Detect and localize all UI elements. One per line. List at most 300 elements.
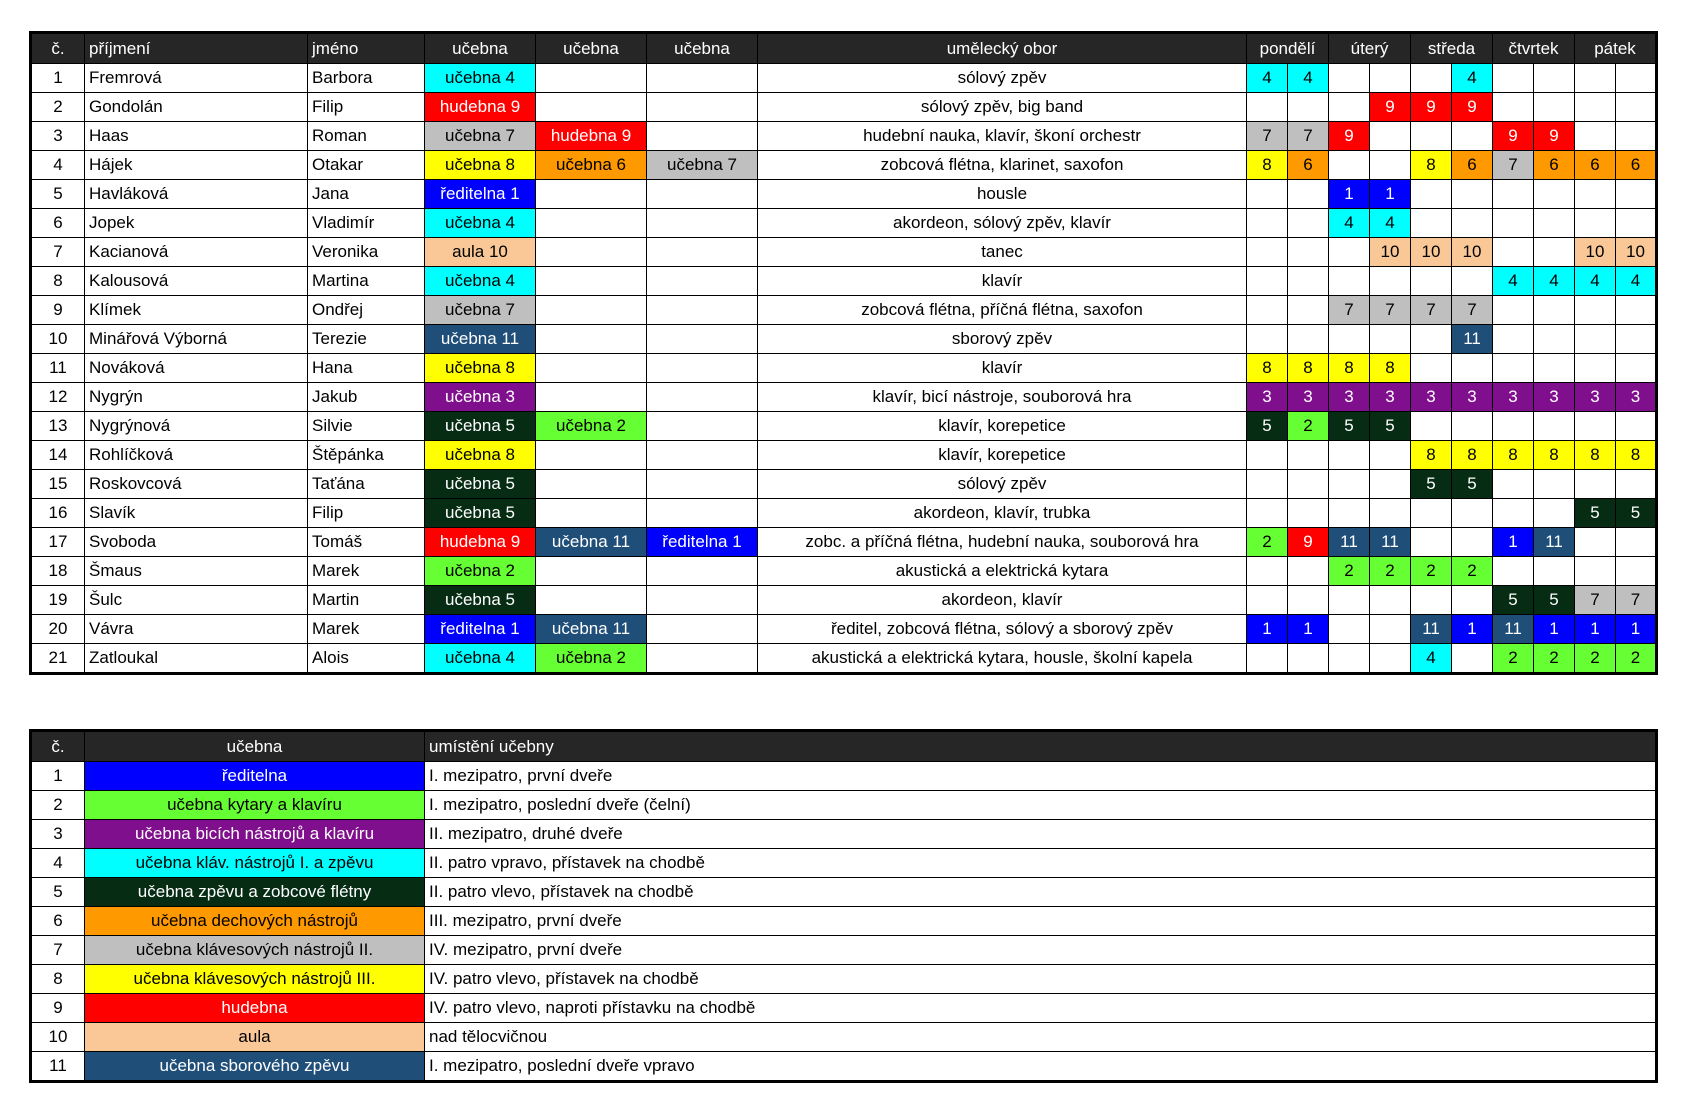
schedule-slot <box>1288 441 1329 470</box>
room-number: 5 <box>31 878 85 907</box>
room-cell <box>647 586 758 615</box>
schedule-slot: 2 <box>1534 644 1575 674</box>
teacher-name: Filip <box>308 93 425 122</box>
schedule-slot <box>1575 64 1616 93</box>
room-rows <box>31 762 1657 1082</box>
schedule-slot <box>1370 499 1411 528</box>
room-cell <box>536 267 647 296</box>
table-row <box>31 383 1657 412</box>
teacher-surname: Haas <box>85 122 308 151</box>
header-day-friday: pátek <box>1575 33 1657 64</box>
schedule-slot <box>1247 586 1288 615</box>
schedule-slot <box>1616 412 1657 441</box>
schedule-slot: 11 <box>1411 615 1452 644</box>
room-cell <box>536 383 647 412</box>
schedule-slot: 7 <box>1329 296 1370 325</box>
row-number: 7 <box>31 238 85 267</box>
table-row <box>31 325 1657 354</box>
room-cell <box>536 93 647 122</box>
room-cell <box>647 209 758 238</box>
schedule-slot: 9 <box>1493 122 1534 151</box>
schedule-slot: 4 <box>1616 267 1657 296</box>
room-cell <box>536 180 647 209</box>
schedule-slot <box>1411 64 1452 93</box>
schedule-slot <box>1493 180 1534 209</box>
schedule-slot: 6 <box>1288 151 1329 180</box>
teacher-surname: Roskovcová <box>85 470 308 499</box>
art-field: sólový zpěv <box>758 64 1247 93</box>
room-cell: učebna 2 <box>536 412 647 441</box>
room-number: 7 <box>31 936 85 965</box>
schedule-slot: 11 <box>1329 528 1370 557</box>
schedule-slot <box>1288 644 1329 674</box>
room-location: III. mezipatro, první dveře <box>425 907 1657 936</box>
schedule-slot: 2 <box>1329 557 1370 586</box>
room-location: IV. patro vlevo, přístavek na chodbě <box>425 965 1657 994</box>
schedule-slot: 7 <box>1370 296 1411 325</box>
schedule-slot <box>1329 93 1370 122</box>
teacher-name: Štěpánka <box>308 441 425 470</box>
schedule-slot <box>1452 528 1493 557</box>
teacher-surname: Gondolán <box>85 93 308 122</box>
teacher-surname: Kacianová <box>85 238 308 267</box>
schedule-slot <box>1247 267 1288 296</box>
schedule-slot: 2 <box>1452 557 1493 586</box>
schedule-slot <box>1329 470 1370 499</box>
schedule-slot: 4 <box>1493 267 1534 296</box>
room-cell <box>647 180 758 209</box>
room-cell <box>647 557 758 586</box>
schedule-slot: 1 <box>1616 615 1657 644</box>
row-number: 16 <box>31 499 85 528</box>
schedule-slot <box>1247 441 1288 470</box>
room-row <box>31 994 1657 1023</box>
room-name: učebna klávesových nástrojů II. <box>85 936 425 965</box>
room-cell: aula 10 <box>425 238 536 267</box>
header-day-wednesday: středa <box>1411 33 1493 64</box>
schedule-slot: 9 <box>1288 528 1329 557</box>
schedule-slot: 8 <box>1370 354 1411 383</box>
schedule-slot <box>1452 209 1493 238</box>
schedule-slot <box>1247 325 1288 354</box>
teacher-name: Jakub <box>308 383 425 412</box>
schedule-slot <box>1329 586 1370 615</box>
schedule-slot: 1 <box>1370 180 1411 209</box>
room-cell <box>536 296 647 325</box>
schedule-slot <box>1329 151 1370 180</box>
room-cell <box>536 470 647 499</box>
schedule-slot: 11 <box>1534 528 1575 557</box>
teacher-name: Martin <box>308 586 425 615</box>
schedule-slot: 1 <box>1493 528 1534 557</box>
schedule-slot <box>1247 180 1288 209</box>
schedule-slot <box>1493 238 1534 267</box>
teacher-rows <box>31 64 1657 674</box>
row-number: 6 <box>31 209 85 238</box>
schedule-slot <box>1575 325 1616 354</box>
room-name: učebna bicích nástrojů a klavíru <box>85 820 425 849</box>
room-cell: učebna 4 <box>425 644 536 674</box>
schedule-slot <box>1411 267 1452 296</box>
schedule-slot <box>1411 499 1452 528</box>
schedule-slot <box>1575 354 1616 383</box>
art-field: akordeon, sólový zpěv, klavír <box>758 209 1247 238</box>
schedule-slot: 5 <box>1575 499 1616 528</box>
room-cell: ředitelna 1 <box>425 180 536 209</box>
room-name: učebna dechových nástrojů <box>85 907 425 936</box>
row-number: 19 <box>31 586 85 615</box>
header-room-1: učebna <box>425 33 536 64</box>
schedule-slot <box>1452 354 1493 383</box>
room-cell: učebna 11 <box>536 528 647 557</box>
art-field: hudební nauka, klavír, škoní orchestr <box>758 122 1247 151</box>
art-field: akustická a elektrická kytara <box>758 557 1247 586</box>
schedule-slot <box>1247 296 1288 325</box>
schedule-slot <box>1534 209 1575 238</box>
room-cell: učebna 8 <box>425 441 536 470</box>
schedule-slot <box>1329 238 1370 267</box>
schedule-slot <box>1288 499 1329 528</box>
teacher-name: Otakar <box>308 151 425 180</box>
table-row <box>31 238 1657 267</box>
room-cell: učebna 2 <box>536 644 647 674</box>
schedule-slot <box>1411 586 1452 615</box>
room-cell <box>647 441 758 470</box>
schedule-slot: 8 <box>1329 354 1370 383</box>
room-number: 11 <box>31 1052 85 1082</box>
art-field: zobcová flétna, příčná flétna, saxofon <box>758 296 1247 325</box>
schedule-slot: 8 <box>1411 441 1452 470</box>
schedule-slot: 3 <box>1452 383 1493 412</box>
schedule-slot: 11 <box>1370 528 1411 557</box>
schedule-slot: 10 <box>1370 238 1411 267</box>
room-row <box>31 965 1657 994</box>
schedule-slot <box>1616 93 1657 122</box>
row-number: 21 <box>31 644 85 674</box>
room-cell: učebna 4 <box>425 209 536 238</box>
art-field: akustická a elektrická kytara, housle, školní kapela <box>758 644 1247 674</box>
schedule-slot: 1 <box>1288 615 1329 644</box>
row-number: 15 <box>31 470 85 499</box>
schedule-slot: 5 <box>1247 412 1288 441</box>
room-cell <box>647 64 758 93</box>
row-number: 13 <box>31 412 85 441</box>
schedule-slot <box>1616 122 1657 151</box>
room-cell: hudebna 9 <box>425 528 536 557</box>
schedule-slot <box>1288 470 1329 499</box>
room-cell: učebna 5 <box>425 586 536 615</box>
schedule-slot: 7 <box>1247 122 1288 151</box>
teacher-name: Alois <box>308 644 425 674</box>
schedule-slot: 1 <box>1329 180 1370 209</box>
schedule-slot <box>1370 267 1411 296</box>
schedule-slot: 2 <box>1616 644 1657 674</box>
schedule-slot <box>1493 557 1534 586</box>
schedule-slot <box>1452 267 1493 296</box>
schedule-slot <box>1247 557 1288 586</box>
room-cell <box>647 267 758 296</box>
schedule-slot <box>1411 122 1452 151</box>
row-number: 11 <box>31 354 85 383</box>
schedule-slot: 3 <box>1534 383 1575 412</box>
teacher-surname: Zatloukal <box>85 644 308 674</box>
schedule-slot <box>1575 528 1616 557</box>
schedule-slot: 3 <box>1370 383 1411 412</box>
schedule-slot <box>1329 441 1370 470</box>
art-field: housle <box>758 180 1247 209</box>
table-row <box>31 615 1657 644</box>
schedule-slot: 2 <box>1493 644 1534 674</box>
schedule-slot <box>1411 209 1452 238</box>
schedule-slot: 8 <box>1288 354 1329 383</box>
teacher-surname: Svoboda <box>85 528 308 557</box>
schedule-slot <box>1247 209 1288 238</box>
room-cell <box>647 354 758 383</box>
teacher-name: Filip <box>308 499 425 528</box>
schedule-slot <box>1247 499 1288 528</box>
teacher-surname: Havláková <box>85 180 308 209</box>
room-cell <box>536 557 647 586</box>
schedule-slot: 4 <box>1411 644 1452 674</box>
schedule-slot: 5 <box>1493 586 1534 615</box>
header-day-tuesday: úterý <box>1329 33 1411 64</box>
schedule-slot <box>1534 64 1575 93</box>
room-location: I. mezipatro, první dveře <box>425 762 1657 791</box>
teacher-name: Barbora <box>308 64 425 93</box>
schedule-slot <box>1370 586 1411 615</box>
schedule-slot <box>1288 180 1329 209</box>
schedule-slot: 2 <box>1575 644 1616 674</box>
schedule-slot: 7 <box>1493 151 1534 180</box>
room-cell: učebna 2 <box>425 557 536 586</box>
schedule-slot <box>1493 499 1534 528</box>
room-cell <box>647 238 758 267</box>
schedule-slot: 8 <box>1452 441 1493 470</box>
schedule-slot <box>1411 412 1452 441</box>
room-cell <box>536 499 647 528</box>
room-header-num: č. <box>31 731 85 762</box>
room-number: 4 <box>31 849 85 878</box>
room-row <box>31 791 1657 820</box>
teacher-surname: Fremrová <box>85 64 308 93</box>
room-cell: učebna 8 <box>425 151 536 180</box>
room-number: 2 <box>31 791 85 820</box>
room-cell <box>647 644 758 674</box>
schedule-slot <box>1534 557 1575 586</box>
header-num: č. <box>31 33 85 64</box>
room-cell: učebna 5 <box>425 412 536 441</box>
room-cell: ředitelna 1 <box>647 528 758 557</box>
art-field: zobcová flétna, klarinet, saxofon <box>758 151 1247 180</box>
art-field: sólový zpěv <box>758 470 1247 499</box>
room-location: II. patro vpravo, přístavek na chodbě <box>425 849 1657 878</box>
teacher-name: Tomáš <box>308 528 425 557</box>
schedule-slot <box>1370 325 1411 354</box>
room-row <box>31 1052 1657 1082</box>
teacher-surname: Šmaus <box>85 557 308 586</box>
schedule-slot <box>1493 325 1534 354</box>
schedule-slot <box>1616 296 1657 325</box>
table-row <box>31 267 1657 296</box>
room-location: I. mezipatro, poslední dveře vpravo <box>425 1052 1657 1082</box>
row-number: 14 <box>31 441 85 470</box>
room-cell <box>647 325 758 354</box>
schedule-slot <box>1493 412 1534 441</box>
schedule-slot <box>1534 296 1575 325</box>
room-number: 8 <box>31 965 85 994</box>
room-cell: učebna 7 <box>425 122 536 151</box>
schedule-slot <box>1534 180 1575 209</box>
teacher-name: Martina <box>308 267 425 296</box>
table-row <box>31 441 1657 470</box>
room-cell: učebna 3 <box>425 383 536 412</box>
teacher-schedule-table <box>29 31 1658 675</box>
schedule-slot <box>1288 296 1329 325</box>
teacher-surname: Šulc <box>85 586 308 615</box>
room-name: učebna kytary a klavíru <box>85 791 425 820</box>
schedule-slot <box>1329 644 1370 674</box>
schedule-slot: 9 <box>1329 122 1370 151</box>
teacher-surname: Rohlíčková <box>85 441 308 470</box>
room-name: aula <box>85 1023 425 1052</box>
room-row <box>31 849 1657 878</box>
header-field: umělecký obor <box>758 33 1247 64</box>
schedule-slot <box>1493 64 1534 93</box>
schedule-slot: 7 <box>1288 122 1329 151</box>
schedule-slot <box>1534 238 1575 267</box>
room-legend-table <box>29 729 1658 1083</box>
room-location: IV. mezipatro, první dveře <box>425 936 1657 965</box>
schedule-slot: 7 <box>1452 296 1493 325</box>
schedule-slot: 9 <box>1370 93 1411 122</box>
room-cell: ředitelna 1 <box>425 615 536 644</box>
room-cell <box>536 441 647 470</box>
schedule-slot <box>1370 64 1411 93</box>
teacher-surname: Kalousová <box>85 267 308 296</box>
header-day-thursday: čtvrtek <box>1493 33 1575 64</box>
schedule-slot: 3 <box>1247 383 1288 412</box>
room-name: učebna kláv. nástrojů I. a zpěvu <box>85 849 425 878</box>
schedule-slot: 2 <box>1411 557 1452 586</box>
table-row <box>31 586 1657 615</box>
room-row <box>31 936 1657 965</box>
room-row <box>31 1023 1657 1052</box>
teacher-name: Marek <box>308 557 425 586</box>
schedule-slot <box>1616 470 1657 499</box>
schedule-slot: 9 <box>1452 93 1493 122</box>
schedule-slot <box>1329 499 1370 528</box>
schedule-slot <box>1370 615 1411 644</box>
teacher-header-row <box>31 33 1657 64</box>
schedule-slot: 4 <box>1247 64 1288 93</box>
row-number: 1 <box>31 64 85 93</box>
schedule-slot: 10 <box>1452 238 1493 267</box>
schedule-slot <box>1575 180 1616 209</box>
schedule-slot: 10 <box>1411 238 1452 267</box>
schedule-slot <box>1452 412 1493 441</box>
schedule-slot: 8 <box>1247 151 1288 180</box>
room-cell: učebna 5 <box>425 470 536 499</box>
schedule-slot <box>1493 209 1534 238</box>
schedule-slot <box>1616 528 1657 557</box>
art-field: zobc. a příčná flétna, hudební nauka, souborová hra <box>758 528 1247 557</box>
schedule-slot: 3 <box>1288 383 1329 412</box>
schedule-slot: 1 <box>1575 615 1616 644</box>
schedule-slot <box>1534 412 1575 441</box>
schedule-slot <box>1411 180 1452 209</box>
room-number: 3 <box>31 820 85 849</box>
room-cell <box>536 64 647 93</box>
teacher-surname: Slavík <box>85 499 308 528</box>
schedule-slot <box>1534 93 1575 122</box>
room-cell: učebna 5 <box>425 499 536 528</box>
table-row <box>31 557 1657 586</box>
schedule-slot <box>1329 615 1370 644</box>
teacher-name: Hana <box>308 354 425 383</box>
room-number: 1 <box>31 762 85 791</box>
schedule-slot: 4 <box>1534 267 1575 296</box>
room-cell <box>536 238 647 267</box>
schedule-slot: 8 <box>1493 441 1534 470</box>
room-cell: učebna 7 <box>647 151 758 180</box>
schedule-slot: 2 <box>1288 412 1329 441</box>
room-header-room: učebna <box>85 731 425 762</box>
table-row <box>31 499 1657 528</box>
schedule-slot <box>1575 122 1616 151</box>
schedule-slot <box>1452 180 1493 209</box>
teacher-surname: Nováková <box>85 354 308 383</box>
teacher-name: Marek <box>308 615 425 644</box>
schedule-slot: 4 <box>1288 64 1329 93</box>
schedule-slot <box>1534 499 1575 528</box>
schedule-slot <box>1452 122 1493 151</box>
header-room-2: učebna <box>536 33 647 64</box>
schedule-slot <box>1575 209 1616 238</box>
schedule-slot: 5 <box>1616 499 1657 528</box>
schedule-slot: 9 <box>1411 93 1452 122</box>
room-location: I. mezipatro, poslední dveře (čelní) <box>425 791 1657 820</box>
schedule-slot <box>1575 412 1616 441</box>
art-field: akordeon, klavír <box>758 586 1247 615</box>
room-cell <box>536 209 647 238</box>
schedule-slot: 7 <box>1575 586 1616 615</box>
schedule-slot: 4 <box>1575 267 1616 296</box>
room-cell: učebna 11 <box>425 325 536 354</box>
row-number: 5 <box>31 180 85 209</box>
table-row <box>31 64 1657 93</box>
art-field: tanec <box>758 238 1247 267</box>
schedule-slot: 1 <box>1452 615 1493 644</box>
schedule-slot: 8 <box>1534 441 1575 470</box>
schedule-slot <box>1616 209 1657 238</box>
schedule-slot: 4 <box>1329 209 1370 238</box>
row-number: 20 <box>31 615 85 644</box>
table-row <box>31 412 1657 441</box>
schedule-slot <box>1370 470 1411 499</box>
schedule-slot <box>1575 296 1616 325</box>
schedule-slot: 2 <box>1370 557 1411 586</box>
schedule-slot: 5 <box>1411 470 1452 499</box>
schedule-slot <box>1370 122 1411 151</box>
schedule-slot <box>1616 64 1657 93</box>
schedule-slot: 5 <box>1534 586 1575 615</box>
teacher-surname: Minářová Výborná <box>85 325 308 354</box>
room-cell: učebna 11 <box>536 615 647 644</box>
teacher-name: Veronika <box>308 238 425 267</box>
schedule-slot: 6 <box>1534 151 1575 180</box>
art-field: akordeon, klavír, trubka <box>758 499 1247 528</box>
schedule-slot <box>1575 470 1616 499</box>
